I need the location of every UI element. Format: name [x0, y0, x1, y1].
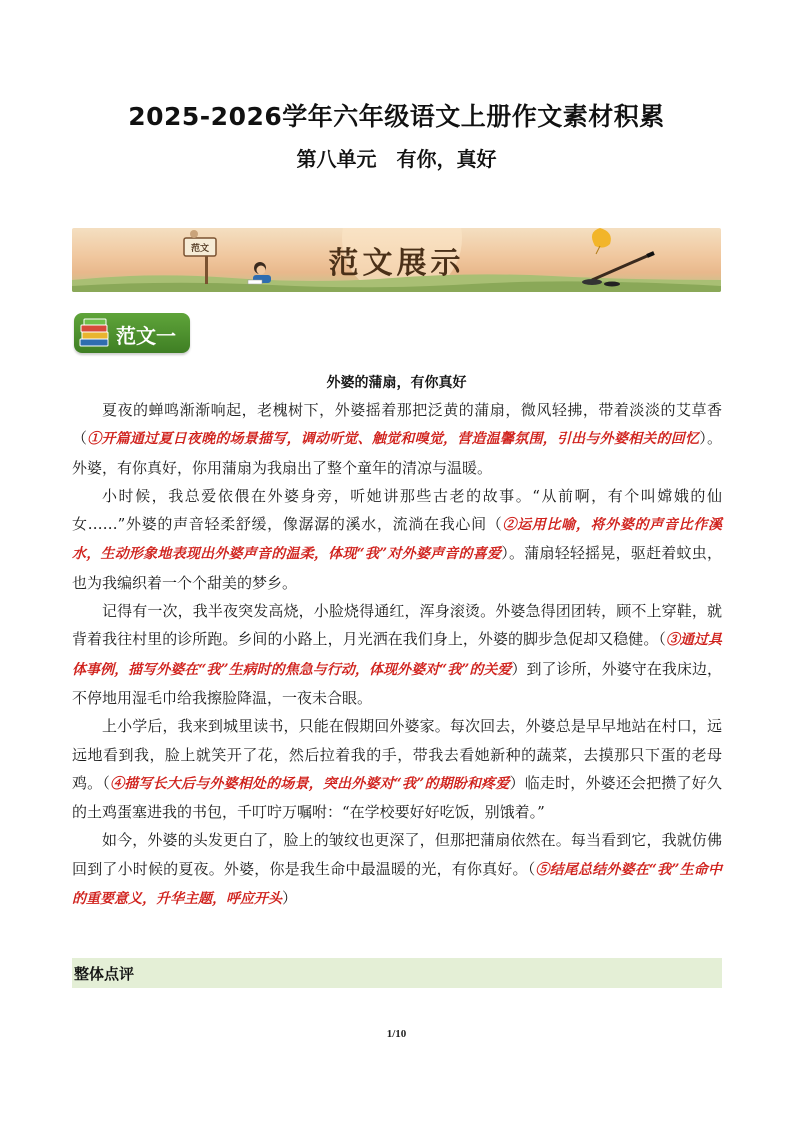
- essay-paragraph: 小时候，我总爱依偎在外婆身旁，听她讲那些古老的故事。“从前啊，有个叫嫦娥的仙女……”外婆的声音轻柔舒缓，像潺潺的溪水，流淌在我心间（②运用比喻，将外婆的声音比作溪水，生动形象地表现出外婆声音的温柔，体现“我”对外婆声音的喜爱）。蒲扇轻轻摇晃，驱赶着蚊虫，也为我编织着一个个甜美的梦乡。: [72, 486, 723, 592]
- essay-paragraph: 记得有一次，我半夜突发高烧，小脸烧得通红，浑身滚烫。外婆急得团团转，顾不上穿鞋，就背着我往村里的诊所跑。乡间的小路上，月光洒在我们身上，外婆的脚步急促却又稳健。（③通过具体事例，描写外婆在“我”生病时的焦急与行动，体现外婆对“我”的关爱）到了诊所，外婆守在我床边，不停地用湿毛巾给我擦脸降温，一夜未合眼。: [72, 602, 722, 707]
- essay-paragraph: 上小学后，我来到城里读书，只能在假期回外婆家。每次回去，外婆总是早早地站在村口，远远地看到我，脸上就笑开了花，然后拉着我的手，带我去看她新种的蔬菜，去摸那只下蛋的老母鸡。（④描写长大后与外婆相处的场景，突出外婆对“我”的期盼和疼爱）临走时，外婆还会把攒了好久的土鸡蛋塞进我的书包，千叮咛万嘱咐：“在学校要好好吃饭，别饿着。”: [72, 717, 722, 822]
- section-tag: [74, 313, 190, 353]
- annotation-note: ⑤结尾总结外婆在“我”生命中的重要意义，升华主题，呼应开头: [72, 861, 722, 908]
- essay-paragraph: 夏夜的蝉鸣渐渐响起，老槐树下，外婆摇着那把泛黄的蒲扇，微风轻拂，带着淡淡的艾草香（①开篇通过夏日夜晚的场景描写，调动听觉、触觉和嗅觉，营造温馨氛围，引出与外婆相关的回忆）。外婆，有你真好，你用蒲扇为我扇出了整个童年的清凉与温暖。: [72, 401, 722, 477]
- document-title: 2025-2026学年六年级语文上册作文素材积累: [128, 102, 665, 131]
- banner-title: 范文展示: [328, 246, 465, 281]
- books-icon: [78, 317, 112, 349]
- annotation-note: ③通过具体事例，描写外婆在“我”生病时的焦急与行动，体现外婆对“我”的关爱: [72, 632, 722, 678]
- essay-title: 外婆的蒲扇，有你真好: [326, 375, 467, 391]
- section-tag-label: 范文一: [116, 324, 176, 348]
- essay-body: [72, 396, 722, 913]
- review-heading: 整体点评: [74, 965, 135, 983]
- annotation-note: ④描写长大后与外婆相处的场景，突出外婆对“我”的期盼和疼爱: [110, 775, 510, 792]
- review-heading-bar: [72, 958, 722, 988]
- sign-text: 范文: [190, 244, 210, 254]
- annotation-note: ②运用比喻，将外婆的声音比作溪水，生动形象地表现出外婆声音的温柔，体现“我”对外婆声音的喜爱: [72, 517, 723, 563]
- unit-subtitle: 第八单元 有你，真好: [296, 147, 497, 171]
- page-number: 1/10: [386, 1028, 407, 1040]
- section-banner: [72, 228, 721, 292]
- essay-paragraph: 如今，外婆的头发更白了，脸上的皱纹也更深了，但那把蒲扇依然在。每当看到它，我就仿佛回到了小时候的夏夜。外婆，你是我生命中最温暖的光，有你真好。（⑤结尾总结外婆在“我”生命中的重要意义，升华主题，呼应开头）: [72, 831, 722, 908]
- annotation-note: ①开篇通过夏日夜晚的场景描写，调动听觉、触觉和嗅觉，营造温馨氛围，引出与外婆相关的回忆: [87, 431, 700, 448]
